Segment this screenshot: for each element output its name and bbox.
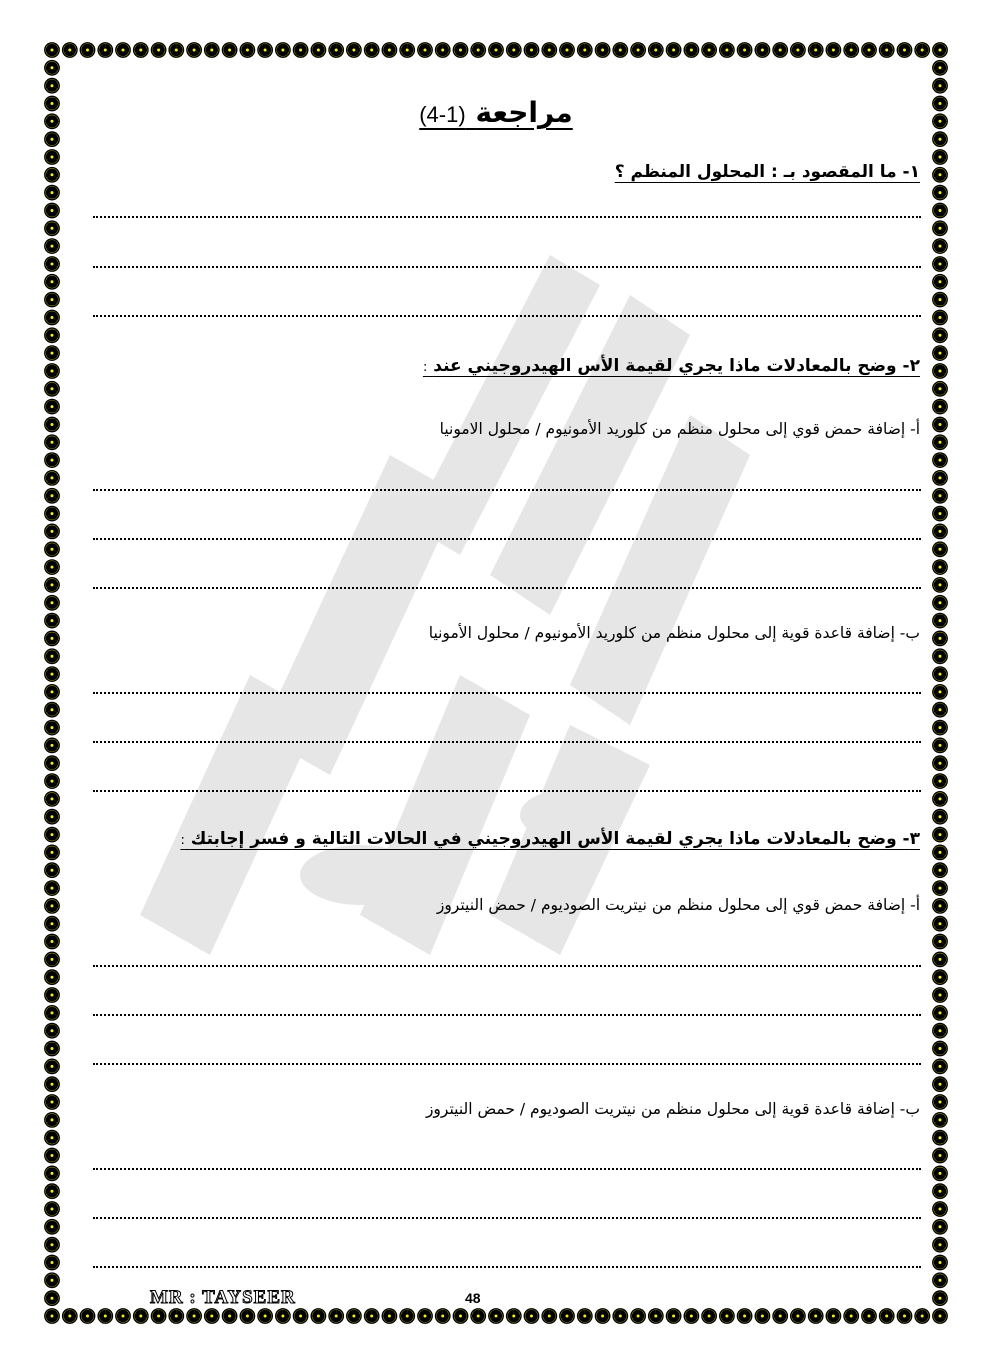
title-number: (4-1) [419, 102, 466, 127]
radiation-icon [400, 1309, 416, 1325]
radiation-icon [933, 489, 949, 505]
radiation-icon [933, 328, 949, 344]
radiation-icon [45, 310, 61, 326]
radiation-icon [45, 61, 61, 77]
radiation-icon [933, 881, 949, 897]
radiation-icon [276, 1309, 292, 1325]
radiation-icon [45, 1023, 61, 1039]
radiation-icon [471, 1309, 487, 1325]
radiation-icon [933, 79, 949, 95]
radiation-icon [933, 1059, 949, 1075]
page-number: 48 [465, 1290, 481, 1306]
radiation-icon [418, 43, 434, 59]
radiation-icon [933, 1023, 949, 1039]
radiation-icon [826, 1309, 842, 1325]
radiation-icon [933, 506, 949, 522]
radiation-icon [45, 613, 61, 629]
radiation-icon [63, 43, 79, 59]
radiation-icon [45, 489, 61, 505]
radiation-icon [933, 1113, 949, 1129]
radiation-icon [169, 43, 185, 59]
radiation-icon [880, 1309, 896, 1325]
radiation-icon [45, 774, 61, 790]
radiation-icon [755, 43, 771, 59]
radiation-icon [933, 435, 949, 451]
answer-line[interactable] [93, 216, 921, 218]
radiation-icon [45, 150, 61, 166]
radiation-icon [933, 578, 949, 594]
question-2-part-b: ب- إضافة قاعدة قوية إلى محلول منظم من كلوريد الأمونيوم / محلول الأمونيا [428, 624, 920, 642]
radiation-icon [45, 1238, 61, 1254]
radiation-icon [933, 1041, 949, 1057]
radiation-icon [436, 43, 452, 59]
radiation-icon [933, 239, 949, 255]
radiation-icon [613, 43, 629, 59]
radiation-icon [45, 203, 61, 219]
radiation-icon [933, 613, 949, 629]
radiation-icon [933, 1238, 949, 1254]
radiation-icon [595, 1309, 611, 1325]
radiation-icon [933, 1309, 949, 1325]
question-3-part-b: ب- إضافة قاعدة قوية إلى محلول منظم من نيتريت الصوديوم / حمض النيتروز [425, 1100, 920, 1118]
radiation-icon [453, 1309, 469, 1325]
radiation-icon [649, 43, 665, 59]
radiation-icon [45, 132, 61, 148]
radiation-icon [631, 1309, 647, 1325]
radiation-icon [933, 417, 949, 433]
radiation-icon [45, 471, 61, 487]
radiation-icon [720, 43, 736, 59]
radiation-icon [489, 1309, 505, 1325]
radiation-icon [524, 43, 540, 59]
radiation-icon [45, 1202, 61, 1218]
radiation-icon [933, 203, 949, 219]
radiation-icon [98, 43, 114, 59]
radiation-icon [134, 1309, 150, 1325]
radiation-icon [933, 596, 949, 612]
radiation-icon [933, 1202, 949, 1218]
radiation-icon [933, 560, 949, 576]
radiation-icon [365, 43, 381, 59]
radiation-icon [453, 43, 469, 59]
radiation-icon [933, 453, 949, 469]
radiation-icon [933, 1220, 949, 1236]
radiation-icon [897, 43, 913, 59]
radiation-icon [45, 863, 61, 879]
radiation-icon [933, 542, 949, 558]
radiation-icon [45, 810, 61, 826]
radiation-icon [45, 506, 61, 522]
radiation-icon [773, 1309, 789, 1325]
radiation-icon [684, 43, 700, 59]
radiation-icon [436, 1309, 452, 1325]
answer-line[interactable] [93, 741, 921, 743]
radiation-icon [45, 185, 61, 201]
radiation-icon [933, 364, 949, 380]
radiation-icon [933, 1131, 949, 1147]
radiation-icon [240, 43, 256, 59]
footer-author: MR : TAYSEER [150, 1287, 296, 1308]
radiation-icon [80, 1309, 96, 1325]
radiation-icon [933, 221, 949, 237]
radiation-icon [45, 685, 61, 701]
radiation-icon [45, 845, 61, 861]
radiation-icon [45, 578, 61, 594]
radiation-icon [933, 1006, 949, 1022]
radiation-icon [45, 1220, 61, 1236]
radiation-icon [933, 399, 949, 415]
radiation-icon [45, 364, 61, 380]
radiation-icon [45, 667, 61, 683]
radiation-icon [933, 524, 949, 540]
question-3-label: ٣- وضح بالمعادلات ماذا يجري لقيمة الأس الهيدروجيني في الحالات التالية و فسر إجابتك [190, 829, 920, 849]
radiation-icon [791, 1309, 807, 1325]
radiation-icon [737, 43, 753, 59]
radiation-icon [702, 43, 718, 59]
radiation-icon [933, 774, 949, 790]
radiation-icon [45, 720, 61, 736]
radiation-icon [116, 1309, 132, 1325]
radiation-icon [915, 43, 931, 59]
radiation-icon [933, 827, 949, 843]
radiation-icon [649, 1309, 665, 1325]
radiation-icon [933, 756, 949, 772]
radiation-icon [578, 43, 594, 59]
radiation-icon [258, 43, 274, 59]
radiation-icon [45, 703, 61, 719]
radiation-icon [45, 168, 61, 184]
radiation-icon [933, 471, 949, 487]
radiation-icon [720, 1309, 736, 1325]
radiation-icon [933, 61, 949, 77]
radiation-icon [542, 43, 558, 59]
radiation-icon [45, 917, 61, 933]
radiation-icon [933, 934, 949, 950]
radiation-icon [45, 382, 61, 398]
radiation-icon [933, 1095, 949, 1111]
radiation-icon [542, 1309, 558, 1325]
radiation-icon [933, 649, 949, 665]
radiation-icon [933, 738, 949, 754]
answer-line[interactable] [93, 315, 921, 317]
radiation-icon [347, 1309, 363, 1325]
radiation-icon [933, 952, 949, 968]
radiation-icon [809, 43, 825, 59]
radiation-icon [897, 1309, 913, 1325]
question-3-colon: : [180, 833, 185, 848]
radiation-icon [560, 1309, 576, 1325]
radiation-icon [862, 1309, 878, 1325]
radiation-icon [45, 1309, 61, 1325]
radiation-icon [45, 1255, 61, 1271]
radiation-icon [151, 1309, 167, 1325]
radiation-icon [45, 1077, 61, 1093]
radiation-icon [755, 1309, 771, 1325]
radiation-icon [578, 1309, 594, 1325]
radiation-icon [45, 1273, 61, 1289]
radiation-icon [933, 43, 949, 59]
radiation-icon [98, 1309, 114, 1325]
answer-line[interactable] [93, 538, 921, 540]
radiation-icon [222, 43, 238, 59]
radiation-icon [222, 1309, 238, 1325]
radiation-icon [205, 1309, 221, 1325]
radiation-icon [45, 239, 61, 255]
radiation-icon [933, 703, 949, 719]
radiation-icon [293, 1309, 309, 1325]
radiation-icon [933, 185, 949, 201]
radiation-icon [45, 79, 61, 95]
radiation-icon [915, 1309, 931, 1325]
radiation-icon [666, 43, 682, 59]
question-2-heading [423, 356, 920, 376]
radiation-icon [933, 970, 949, 986]
radiation-icon [169, 1309, 185, 1325]
page-title [419, 96, 573, 129]
radiation-icon [844, 43, 860, 59]
radiation-icon [45, 952, 61, 968]
radiation-icon [933, 257, 949, 273]
radiation-icon [329, 43, 345, 59]
answer-line[interactable] [93, 1168, 921, 1170]
radiation-icon [45, 221, 61, 237]
radiation-icon [560, 43, 576, 59]
radiation-icon [45, 560, 61, 576]
radiation-icon [45, 738, 61, 754]
radiation-icon [45, 275, 61, 291]
title-row [0, 96, 992, 129]
radiation-icon [45, 934, 61, 950]
radiation-icon [933, 1255, 949, 1271]
radiation-icon [684, 1309, 700, 1325]
radiation-icon [45, 399, 61, 415]
question-2-part-a: أ- إضافة حمض قوي إلى محلول منظم من كلوريد الأمونيوم / محلول الامونيا [439, 420, 920, 438]
radiation-icon [116, 43, 132, 59]
radiation-icon [400, 43, 416, 59]
radiation-icon [45, 988, 61, 1004]
radiation-icon [631, 43, 647, 59]
radiation-icon [276, 43, 292, 59]
answer-line[interactable] [93, 266, 921, 268]
radiation-icon [933, 1184, 949, 1200]
radiation-icon [347, 43, 363, 59]
radiation-icon [205, 43, 221, 59]
radiation-icon [63, 1309, 79, 1325]
radiation-icon [45, 1041, 61, 1057]
radiation-icon [507, 1309, 523, 1325]
radiation-icon [933, 631, 949, 647]
radiation-icon [933, 917, 949, 933]
answer-line[interactable] [93, 489, 921, 491]
answer-line[interactable] [93, 692, 921, 694]
radiation-icon [933, 988, 949, 1004]
radiation-icon [933, 863, 949, 879]
radiation-icon [702, 1309, 718, 1325]
question-1-label: ١- ما المقصود بـ : المحلول المنظم ؟ [614, 162, 920, 182]
radiation-icon [933, 720, 949, 736]
answer-line[interactable] [93, 1217, 921, 1219]
radiation-icon [933, 168, 949, 184]
radiation-icon [880, 43, 896, 59]
radiation-icon [933, 275, 949, 291]
radiation-icon [791, 43, 807, 59]
radiation-icon [45, 792, 61, 808]
radiation-icon [151, 43, 167, 59]
question-3-part-a: أ- إضافة حمض قوي إلى محلول منظم من نيتريت الصوديوم / حمض النيتروز [436, 896, 920, 914]
radiation-icon [45, 435, 61, 451]
radiation-icon [45, 1291, 61, 1307]
radiation-icon [45, 827, 61, 843]
radiation-icon [862, 43, 878, 59]
radiation-icon [773, 43, 789, 59]
radiation-icon [809, 1309, 825, 1325]
radiation-icon [826, 43, 842, 59]
radiation-icon [844, 1309, 860, 1325]
radiation-icon [45, 631, 61, 647]
radiation-icon [933, 792, 949, 808]
radiation-icon [933, 150, 949, 166]
radiation-icon [45, 1148, 61, 1164]
radiation-icon [933, 382, 949, 398]
answer-line[interactable] [93, 1266, 921, 1268]
radiation-icon [933, 1273, 949, 1289]
radiation-icon [666, 1309, 682, 1325]
radiation-icon [258, 1309, 274, 1325]
radiation-icon [933, 810, 949, 826]
radiation-icon [933, 667, 949, 683]
radiation-icon [524, 1309, 540, 1325]
radiation-icon [45, 1006, 61, 1022]
radiation-icon [45, 970, 61, 986]
radiation-icon [187, 43, 203, 59]
radiation-icon [595, 43, 611, 59]
radiation-icon [45, 346, 61, 362]
radiation-icon [329, 1309, 345, 1325]
radiation-icon [311, 43, 327, 59]
radiation-icon [45, 1059, 61, 1075]
radiation-icon [293, 43, 309, 59]
radiation-icon [45, 524, 61, 540]
radiation-icon [45, 43, 61, 59]
radiation-icon [134, 43, 150, 59]
radiation-icon [613, 1309, 629, 1325]
radiation-icon [45, 1131, 61, 1147]
question-3-heading [180, 829, 920, 849]
radiation-icon [489, 43, 505, 59]
question-2-colon: : [422, 360, 428, 375]
radiation-icon [45, 649, 61, 665]
radiation-icon [45, 596, 61, 612]
radiation-icon [187, 1309, 203, 1325]
radiation-icon [45, 899, 61, 915]
title-main: مراجعة [475, 96, 573, 129]
answer-line[interactable] [93, 587, 921, 589]
radiation-icon [418, 1309, 434, 1325]
radiation-icon [507, 43, 523, 59]
radiation-icon [933, 132, 949, 148]
radiation-icon [933, 346, 949, 362]
radiation-icon [311, 1309, 327, 1325]
radiation-icon [471, 43, 487, 59]
radiation-icon [45, 1113, 61, 1129]
answer-line[interactable] [93, 1014, 921, 1016]
radiation-icon [382, 1309, 398, 1325]
radiation-icon [933, 685, 949, 701]
question-2-label: ٢- وضح بالمعادلات ماذا يجري لقيمة الأس الهيدروجيني عند [433, 356, 920, 376]
radiation-icon [45, 417, 61, 433]
radiation-icon [45, 1184, 61, 1200]
radiation-icon [45, 881, 61, 897]
answer-line[interactable] [93, 965, 921, 967]
radiation-icon [933, 310, 949, 326]
radiation-icon [45, 1095, 61, 1111]
radiation-icon [933, 292, 949, 308]
radiation-icon [45, 292, 61, 308]
radiation-icon [240, 1309, 256, 1325]
radiation-icon [45, 542, 61, 558]
radiation-icon [933, 1077, 949, 1093]
radiation-icon [45, 328, 61, 344]
radiation-icon [45, 453, 61, 469]
radiation-icon [933, 1148, 949, 1164]
radiation-icon [933, 1291, 949, 1307]
radiation-icon [933, 845, 949, 861]
radiation-icon [737, 1309, 753, 1325]
radiation-icon [45, 1166, 61, 1182]
radiation-icon [933, 1166, 949, 1182]
radiation-icon [45, 756, 61, 772]
radiation-icon [80, 43, 96, 59]
answer-line[interactable] [93, 790, 921, 792]
radiation-icon [45, 257, 61, 273]
radiation-icon [933, 899, 949, 915]
radiation-icon [382, 43, 398, 59]
radiation-icon [365, 1309, 381, 1325]
answer-line[interactable] [93, 1063, 921, 1065]
